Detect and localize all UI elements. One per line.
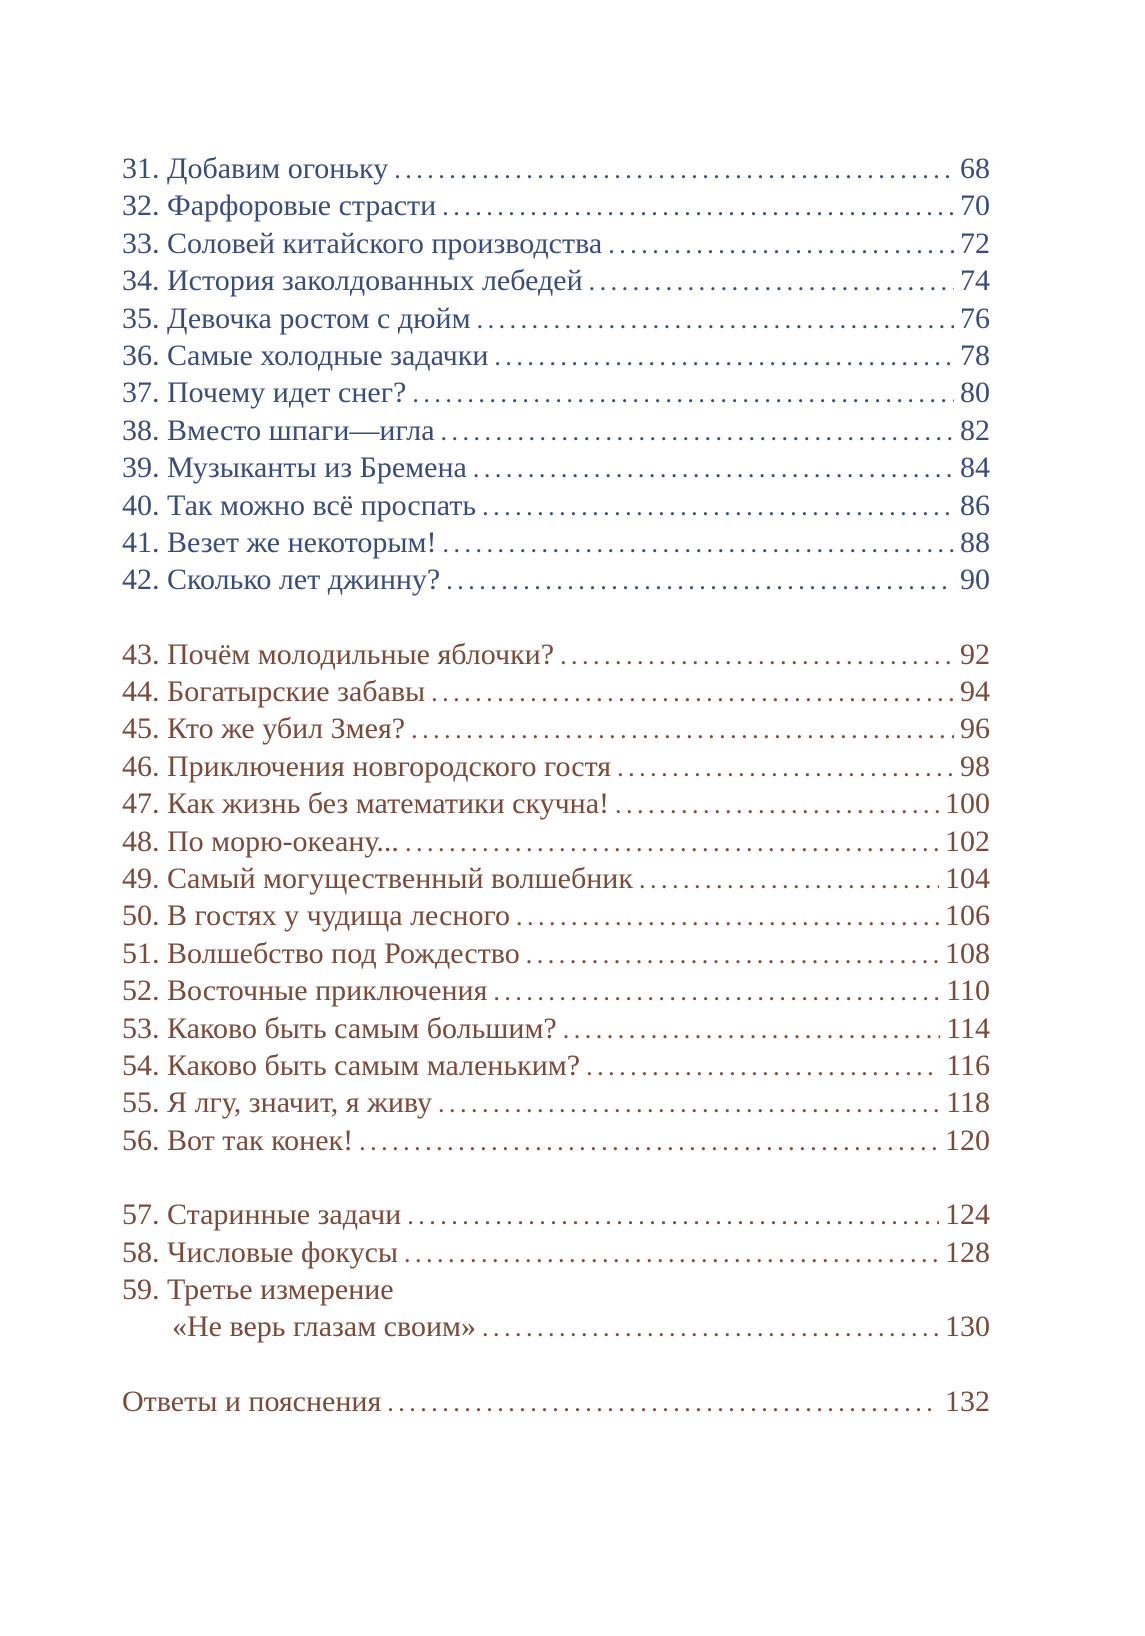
toc-entry[interactable] <box>122 561 990 598</box>
dot-leader <box>442 188 954 225</box>
toc-entry-title: 43. Почём молодильные яблочки? <box>122 637 555 671</box>
toc-entry-page: 80 <box>960 376 990 410</box>
toc-entry[interactable] <box>122 225 990 262</box>
toc-entry[interactable] <box>122 710 990 747</box>
dot-leader <box>617 749 954 786</box>
toc-entry-title: 50. В гостях у чудища лесного <box>122 899 511 933</box>
toc-entry[interactable] <box>122 524 990 561</box>
dot-leader <box>493 973 940 1010</box>
dot-leader <box>438 1085 940 1122</box>
toc-entry-page: 88 <box>960 525 990 559</box>
toc-entry-title: 44. Богатырские забавы <box>122 675 426 709</box>
toc-entry-title: 52. Восточные приключения <box>122 974 488 1008</box>
toc-entry-page: 90 <box>960 563 990 597</box>
dot-leader <box>494 338 954 375</box>
toc-entry-title: 35. Девочка ростом с дюйм <box>122 301 471 335</box>
toc-entry-title: 40. Так можно всё проспать <box>122 488 477 522</box>
dot-leader <box>446 562 954 599</box>
toc-entry-title: 45. Кто же убил Змея? <box>122 712 406 746</box>
dot-leader <box>589 263 954 300</box>
toc-entry[interactable] <box>122 487 990 524</box>
toc-entry[interactable] <box>122 897 990 934</box>
dot-leader <box>412 375 954 412</box>
toc-entry-title: 51. Волшебство под Рождество <box>122 936 520 970</box>
dot-leader <box>639 861 939 898</box>
toc-entry-page: 84 <box>960 451 990 485</box>
dot-leader <box>407 1197 939 1234</box>
toc-entry-page: 100 <box>945 787 990 821</box>
toc-entry-title: 47. Как жизнь без математики скучна! <box>122 787 610 821</box>
dot-leader <box>359 1123 939 1160</box>
toc-entry-page: 70 <box>960 189 990 223</box>
toc-entry-title: Ответы и пояснения <box>122 1384 382 1418</box>
toc-entry[interactable] <box>122 449 990 486</box>
toc-entry-title: 49. Самый могущественный волшебник <box>122 862 633 896</box>
toc-entry-title: 56. Вот так конек! <box>122 1123 354 1157</box>
toc-entry-page: 76 <box>960 301 990 335</box>
toc-entry-title: 39. Музыканты из Бремена <box>122 451 467 485</box>
toc-entry-title: 41. Везет же некоторым! <box>122 525 437 559</box>
toc-entry[interactable] <box>122 935 990 972</box>
toc-entry[interactable] <box>122 1234 990 1271</box>
toc-entry[interactable] <box>122 636 990 673</box>
toc-entry[interactable] <box>122 374 990 411</box>
toc-entry-page: 114 <box>946 1011 990 1045</box>
toc-entry-title: 37. Почему идет снег? <box>122 376 407 410</box>
toc-entry[interactable] <box>122 300 990 337</box>
toc-entry-page: 86 <box>960 488 990 522</box>
toc-entry-title: 42. Сколько лет джинну? <box>122 563 441 597</box>
toc-entry[interactable] <box>122 1047 990 1084</box>
toc-entry-page: 132 <box>945 1384 990 1418</box>
toc-entry-title: 58. Числовые фокусы <box>122 1235 399 1269</box>
toc-entry-page: 108 <box>945 936 990 970</box>
toc-entry-page: 92 <box>960 637 990 671</box>
toc-entry-title: 54. Каково быть самым маленьким? <box>122 1048 581 1082</box>
dot-leader <box>586 1048 940 1085</box>
toc-entry[interactable] <box>122 1084 990 1121</box>
dot-leader <box>615 786 939 823</box>
toc-entry[interactable] <box>122 1122 990 1159</box>
toc-entry[interactable] <box>122 187 990 224</box>
dot-leader <box>443 525 955 562</box>
toc-entry-title: 48. По морю-океану... <box>122 824 399 858</box>
toc-entry[interactable] <box>122 972 990 1009</box>
dot-leader <box>473 450 954 487</box>
toc-entry[interactable] <box>122 1010 990 1047</box>
toc-group-2 <box>122 636 990 1159</box>
toc-entry-page: 116 <box>946 1048 990 1082</box>
dot-leader <box>563 1011 940 1048</box>
toc-entry-page: 82 <box>960 413 990 447</box>
toc-group-1 <box>122 150 990 599</box>
toc-entry-title: 36. Самые холодные задачки <box>122 338 489 372</box>
toc-entry-page: 98 <box>960 749 990 783</box>
toc-entry-title-continuation: «Не верь глазам своим» <box>172 1310 476 1344</box>
toc-entry-title: 33. Соловей китайского производства <box>122 226 603 260</box>
toc-entry-page: 72 <box>960 226 990 260</box>
toc-entry[interactable] <box>122 785 990 822</box>
dot-leader <box>560 637 954 674</box>
dot-leader <box>411 711 954 748</box>
toc-entry-title: 59. Третье измерение <box>122 1272 394 1306</box>
toc-group-4 <box>122 1383 990 1420</box>
toc-entry[interactable] <box>122 673 990 710</box>
toc-entry[interactable] <box>122 262 990 299</box>
toc-entry-multiline-first[interactable] <box>122 1271 990 1308</box>
dot-leader <box>431 674 954 711</box>
table-of-contents <box>122 150 990 1420</box>
dot-leader <box>477 301 954 338</box>
toc-entry-page: 106 <box>945 899 990 933</box>
dot-leader <box>387 1384 939 1421</box>
toc-entry[interactable] <box>122 150 990 187</box>
toc-entry-title: 46. Приключения новгородского гостя <box>122 749 612 783</box>
dot-leader <box>516 898 939 935</box>
dot-leader <box>405 824 939 861</box>
toc-entry-title: 55. Я лгу, значит, я живу <box>122 1086 433 1120</box>
dot-leader <box>394 151 954 188</box>
dot-leader <box>608 226 954 263</box>
toc-entry-page: 104 <box>945 862 990 896</box>
toc-entry-title: 34. История заколдованных лебедей <box>122 264 583 298</box>
dot-leader <box>404 1235 939 1272</box>
toc-entry-title: 57. Старинные задачи <box>122 1198 402 1232</box>
toc-entry-page: 118 <box>946 1086 990 1120</box>
toc-entry[interactable] <box>122 1196 990 1233</box>
toc-entry-page: 120 <box>945 1123 990 1157</box>
toc-entry-page: 68 <box>960 152 990 185</box>
toc-entry[interactable] <box>122 748 990 785</box>
toc-entry-page: 96 <box>960 712 990 746</box>
toc-entry-title: 32. Фарфоровые страсти <box>122 189 437 223</box>
toc-entry[interactable] <box>122 860 990 897</box>
toc-entry[interactable] <box>122 412 990 449</box>
toc-entry-page: 78 <box>960 338 990 372</box>
toc-entry[interactable] <box>122 337 990 374</box>
toc-entry-page: 74 <box>960 264 990 298</box>
toc-entry-page: 124 <box>945 1198 990 1232</box>
toc-entry-title: 53. Каково быть самым большим? <box>122 1011 557 1045</box>
toc-entry-page: 94 <box>960 675 990 709</box>
toc-group-3 <box>122 1196 990 1346</box>
toc-entry-page: 102 <box>945 824 990 858</box>
toc-entry-title: 38. Вместо шпаги—игла <box>122 413 435 447</box>
dot-leader <box>482 1309 939 1346</box>
dot-leader <box>482 488 954 525</box>
toc-entry[interactable] <box>122 823 990 860</box>
toc-entry-answers[interactable] <box>122 1383 990 1420</box>
dot-leader <box>526 936 939 973</box>
toc-entry-page: 128 <box>945 1235 990 1269</box>
toc-entry-page: 130 <box>945 1310 990 1344</box>
toc-entry-page: 110 <box>946 974 990 1008</box>
dot-leader <box>441 413 954 450</box>
toc-entry-multiline-second[interactable] <box>122 1308 990 1345</box>
toc-entry-title: 31. Добавим огоньку <box>122 152 389 185</box>
